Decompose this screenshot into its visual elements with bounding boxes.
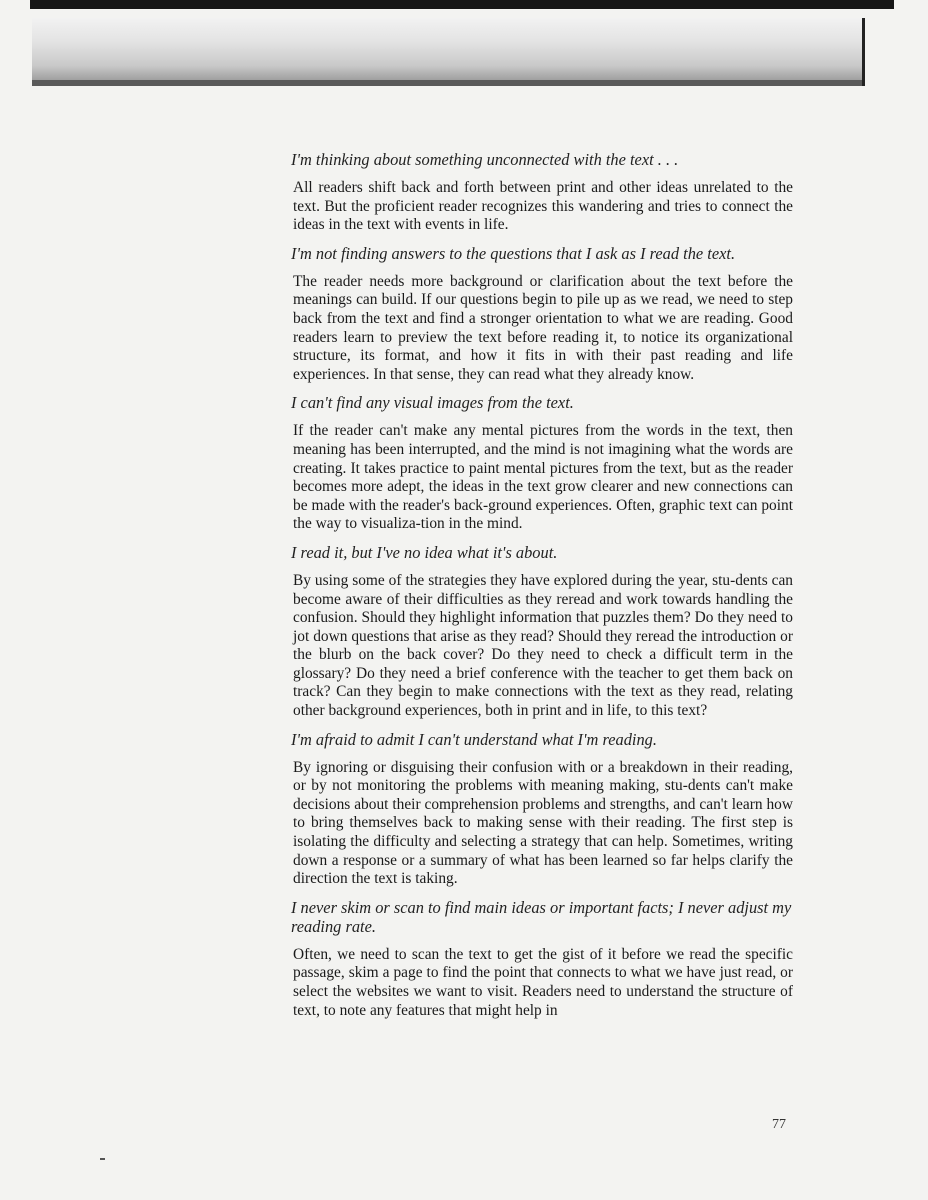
scan-speck	[100, 1158, 105, 1160]
scan-shadow-band	[32, 18, 865, 86]
section-heading-6: I never skim or scan to find main ideas or important facts; I never adjust my reading rate.	[291, 897, 792, 936]
scan-border-top	[30, 0, 894, 9]
section-heading-2: I'm not finding answers to the questions that I ask as I read the text.	[291, 243, 736, 263]
section-body-1: All readers shift back and forth between print and other ideas unrelated to the text. But the proficient reader recognizes this wandering and tries to connect the ideas in the text with events in life.	[293, 179, 793, 234]
section-body-4: By using some of the strategies they have explored during the year, stu-dents can become aware of their difficulties as they reread and work towards handling the confusion. Should they highlight information that puzzles them? Do they need to jot down questions that arise as they read? Should they reread the introduction or the blurb on the back cover? Do they need to check a difficult term in the glossary? Do they need a brief conference with the teacher to get them back on track? Can they begin to make connections with the text as they read, relating other background experiences, both in print and in life, to this text?	[293, 571, 793, 720]
section-body-2: The reader needs more background or clarification about the text before the meanings can build. If our questions begin to pile up as we read, we need to step back from the text and find a stronger orientation to what we are reading. Good readers learn to preview the text before reading it, to notice its organizational structure, its format, and how it fits in with their past reading and life experiences. In that sense, they can read what they already know.	[293, 272, 793, 383]
section-heading-3: I can't find any visual images from the text.	[291, 393, 574, 413]
section-heading-4: I read it, but I've no idea what it's about.	[291, 542, 558, 562]
section-heading-1: I'm thinking about something unconnected with the text . . .	[291, 150, 679, 169]
section-body-3: If the reader can't make any mental pictures from the words in the text, then meaning has been interrupted, and the mind is not imagining what the words are creating. It takes practice to paint mental pictures from the text, but as the reader becomes more adept, the ideas in the text grow clearer and new connections can be made with the reader's back-ground experiences. Often, graphic text can point the way to visualiza-tion in the mind.	[293, 422, 793, 533]
section-heading-5: I'm afraid to admit I can't understand what I'm reading.	[291, 729, 657, 749]
page-number: 77	[772, 1117, 786, 1132]
section-body-6: Often, we need to scan the text to get the gist of it before we read the specific passage, skim a page to find the point that connects to what we have just read, or select the websites we want to visit. Readers need to understand the structure of text, to note any features that might help in	[293, 945, 793, 1019]
text-column	[287, 150, 793, 1029]
section-body-5: By ignoring or disguising their confusion with or a breakdown in their reading, or by not monitoring the problems with meaning making, stu-dents can't make decisions about their comprehension problems and strengths, and can't learn how to bring themselves back to making sense with their reading. The first step is isolating the difficulty and selecting a strategy that can help. Sometimes, writing down a response or a summary of what has been learned so far helps clarify the direction the text is taking.	[293, 758, 793, 888]
